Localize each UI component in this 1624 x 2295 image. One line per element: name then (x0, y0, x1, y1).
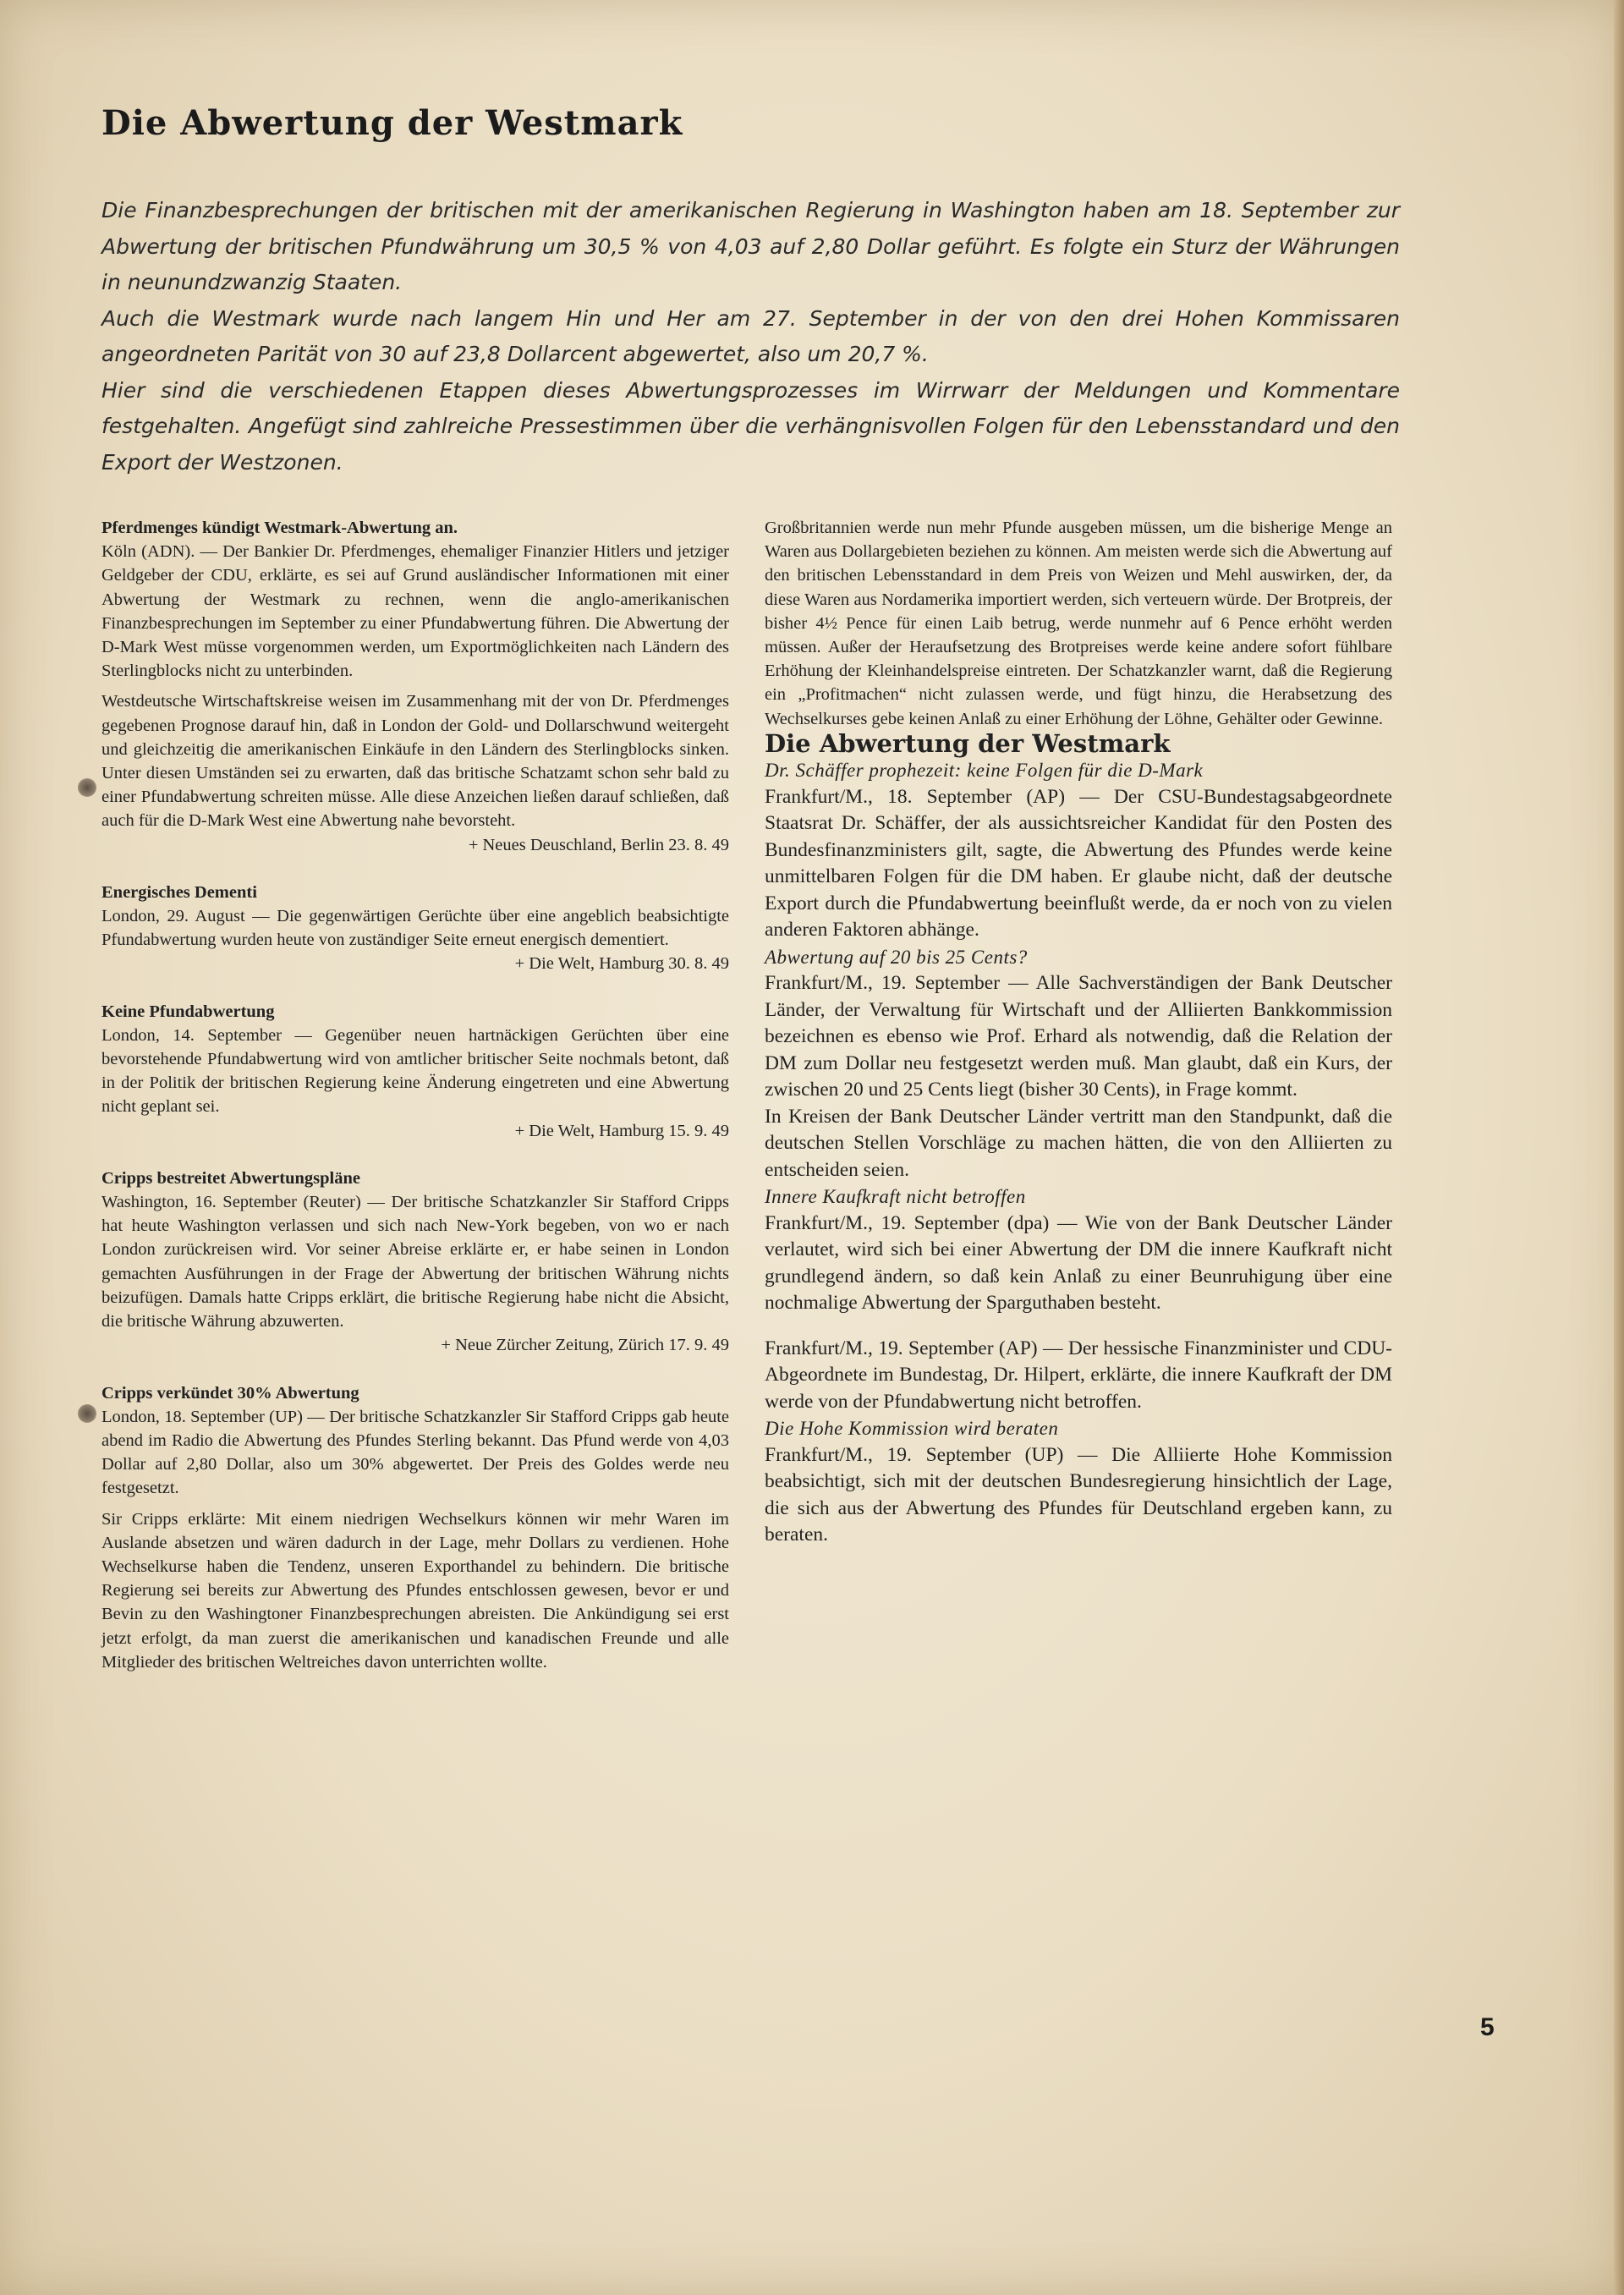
news-headline: Pferdmenges kündigt Westmark-Abwertung an. (102, 519, 458, 537)
section-subtitle: Innere Kaufkraft nicht betroffen (765, 1186, 1026, 1208)
news-paragraph: London, 29. August — Die gegenwärtigen Gerüchte über eine angeblich beabsichtigte Pfundabwertung wurden heute von zuständiger Seite erneut energisch dementiert. (102, 907, 729, 950)
intro-text (102, 193, 1400, 480)
news-item (102, 1000, 729, 1143)
news-item (102, 881, 729, 976)
section-subtitle: Dr. Schäffer prophezeit: keine Folgen für die D-Mark (765, 760, 1204, 782)
news-source: + Die Welt, Hamburg 15. 9. 49 (514, 1121, 729, 1140)
news-headline: Cripps verkündet 30% Abwertung (102, 1383, 359, 1403)
news-item (102, 1381, 729, 1674)
section-title: Die Abwertung der Westmark (765, 728, 1171, 758)
news-headline: Keine Pfundabwertung (102, 1002, 275, 1021)
section-subtitle: Abwertung auf 20 bis 25 Cents? (765, 946, 1028, 968)
news-source: + Neues Deuschland, Berlin 23. 8. 49 (468, 835, 729, 854)
paper-stain (78, 1404, 96, 1423)
news-paragraph: London, 18. September (UP) — Der britische Schatzkanzler Sir Stafford Cripps gab heute abend im Radio die Abwertung des Pfundes Sterling bekannt. Das Pfund werde von 4,03 Dollar auf 2,80 Dollar, also um 30% abgewertet. Der Preis des Goldes werde neu festgesetzt. (102, 1407, 729, 1498)
left-column (102, 516, 729, 1698)
news-paragraph: Frankfurt/M., 19. September (UP) — Die Alliierte Hohe Kommission beabsichtigt, sich mit der deutschen Bundesregierung hinsichtlich der Lage, die sich aus der Abwertung des Pfundes für Deutschland ergeben kann, zu beraten. (765, 1443, 1392, 1546)
news-paragraph: Westdeutsche Wirtschaftskreise weisen im Zusammenhang mit der von Dr. Pferdmenges gegebenen Prognose darauf hin, daß in London der Gold- und Dollarschwund weitergeht und gleichzeitig die amerikanischen Einkäufe in den Ländern des Sterlingblocks sinken. Unter diesen Umständen sei zu erwarten, daß das britische Schatzamt schon sehr bald zu einer Pfundabwertung schreiten müsse. Alle diese Anzeichen ließen darauf schließen, daß auch für die D-Mark West eine Abwertung nahe bevorsteht. (102, 692, 729, 831)
news-source: + Die Welt, Hamburg 30. 8. 49 (514, 954, 729, 974)
news-paragraph: Köln (ADN). — Der Bankier Dr. Pferdmenges, ehemaliger Finanzier Hitlers und jetziger Geldgeber der CDU, erklärte, es sei auf Grund ausländischer Informationen mit einer Abwertung der Westmark zu rechnen, wenn die anglo-amerikanischen Finanzbesprechungen im September zu einer Pfundabwertung führen. Die Abwertung der D-Mark West müsse vorgenommen werden, um Exportmöglichkeiten nach Ländern des Sterlingblocks nicht zu unterbinden. (102, 542, 729, 681)
news-paragraph: Frankfurt/M., 18. September (AP) — Der CSU-Bundestagsabgeordnete Staatsrat Dr. Schäffer, der als aussichtsreicher Kandidat für den Posten des Bundesfinanzministers gilt, sagte, die Abwertung des Pfundes werde keine unmittelbaren Folgen für die DM haben. Er glaube nicht, daß der deutsche Export durch die Pfundabwertung beeinflußt werde, da er noch von zu vielen anderen Faktoren abhänge. (765, 785, 1392, 942)
news-item (102, 1167, 729, 1358)
page-number: 5 (1480, 2013, 1495, 2041)
news-paragraph: Frankfurt/M., 19. September (dpa) — Wie von der Bank Deutscher Länder verlautet, wird sich bei einer Abwertung der DM die innere Kaufkraft nicht grundlegend ändern, so daß kein Anlaß zu einer Beunruhigung über eine nochmalige Abwertung der Sparguthaben besteht. (765, 1211, 1392, 1315)
page-title: Die Abwertung der Westmark (102, 103, 683, 143)
news-paragraph: Sir Cripps erklärte: Mit einem niedrigen Wechselkurs können wir mehr Waren im Auslande absetzen und wären dadurch in der Lage, mehr Dollars zu verdienen. Hohe Wechselkurse haben die Tendenz, unseren Exporthandel zu behindern. Die britische Regierung sei bereits zur Abwertung des Pfundes entschlossen gewesen, bevor er und Bevin zu den Washingtoner Finanzbesprechungen abreisten. Die Ankündigung sei erst jetzt erfolgt, da man zuerst die amerikanischen und kanadischen Freunde und alle Mitglieder des britischen Weltreiches davon unterrichten wollte. (102, 1509, 729, 1672)
right-column (765, 516, 1392, 1549)
paper-stain (78, 778, 96, 797)
news-headline: Energisches Dementi (102, 882, 257, 902)
paper-edge (1614, 0, 1624, 2295)
news-paragraph: Frankfurt/M., 19. September (AP) — Der hessische Finanzminister und CDU-Abgeordnete im Bundestag, Dr. Hilpert, erklärte, die innere Kaufkraft der DM werde von der Pfundabwertung nicht betroffen. (765, 1337, 1392, 1413)
intro-paragraph: Auch die Westmark wurde nach langem Hin und Her am 27. September in der von den drei Hohen Kommissaren angeordneten Parität von 30 auf 23,8 Dollarcent abgewertet, also um 20,7 %. (102, 305, 1400, 366)
intro-paragraph: Die Finanzbesprechungen der britischen mit der amerikanischen Regierung in Washington haben am 18. September zur Abwertung der britischen Pfundwährung um 30,5 % von 4,03 auf 2,80 Dollar geführt. Es folgte ein Sturz der Währungen in neunundzwanzig Staaten. (102, 198, 1400, 294)
continued-paragraph: Großbritannien werde nun mehr Pfunde ausgeben müssen, um die bisherige Menge an Waren aus Dollargebieten beziehen zu können. Am meisten werde sich die Abwertung auf den britischen Lebensstandard in dem Preis von Weizen und Mehl auswirken, der, da diese Waren aus Nordamerika importiert werden, sich verteuern würde. Der Brotpreis, der bisher 4½ Pence für einen Laib betrug, werde nunmehr auf 6 Pence erhöht werden müssen. Außer der Heraufsetzung des Brotpreises werde keine andere sofort fühlbare Erhöhung der Kleinhandelspreise eintreten. Der Schatzkanzler warnt, daß die Regierung ein „Profitmachen“ nicht zulassen werde, und fügt hinzu, die Herabsetzung des Wechselkurses gebe keinen Anlaß zu einer Erhöhung der Löhne, Gehälter oder Gewinne. (765, 519, 1392, 728)
section-subtitle: Die Hohe Kommission wird beraten (765, 1418, 1059, 1440)
news-paragraph: Frankfurt/M., 19. September — Alle Sachverständigen der Bank Deutscher Länder, der Verwaltung für Wirtschaft und der Alliierten Bankkommission bezeichnen es ebenso wie Prof. Erhard als notwendig, daß die Relation der DM zum Dollar neu festgesetzt werden muß. Man glaubt, daß ein Kurs, der zwischen 20 und 25 Cents liegt (bisher 30 Cents), in Frage kommt. (765, 972, 1392, 1101)
news-item (102, 516, 729, 857)
news-paragraph: London, 14. September — Gegenüber neuen hartnäckigen Gerüchten über eine bevorstehende Pfundabwertung wird von amtlicher britischer Seite nochmals betont, daß in der Politik der britischen Regierung keine Änderung eingetreten und eine Abwertung nicht geplant sei. (102, 1025, 729, 1117)
news-paragraph: Washington, 16. September (Reuter) — Der britische Schatzkanzler Sir Stafford Cripps hat heute Washington verlassen und sich nach New-York begeben, von wo er nach London zurückreisen wird. Vor seiner Abreise erklärte er, er habe seinen in London gemachten Ausführungen in der Frage der Abwertung der britischen Währung nichts beizufügen. Damals hatte Cripps erklärt, die britische Regierung habe nicht die Absicht, die britische Währung abzuwerten. (102, 1193, 729, 1331)
news-source: + Neue Zürcher Zeitung, Zürich 17. 9. 49 (441, 1336, 729, 1355)
news-headline: Cripps bestreitet Abwertungspläne (102, 1168, 360, 1188)
intro-paragraph: Hier sind die verschiedenen Etappen dieses Abwertungsprozesses im Wirrwarr der Meldungen und Kommentare festgehalten. Angefügt sind zahlreiche Pressestimmen über die verhängnisvollen Folgen für den Lebensstandard und den Export der Westzonen. (102, 377, 1400, 475)
news-paragraph: In Kreisen der Bank Deutscher Länder vertritt man den Standpunkt, daß die deutschen Stellen Vorschläge zu machen hätten, die von den Alliierten zu entscheiden seien. (765, 1105, 1392, 1181)
